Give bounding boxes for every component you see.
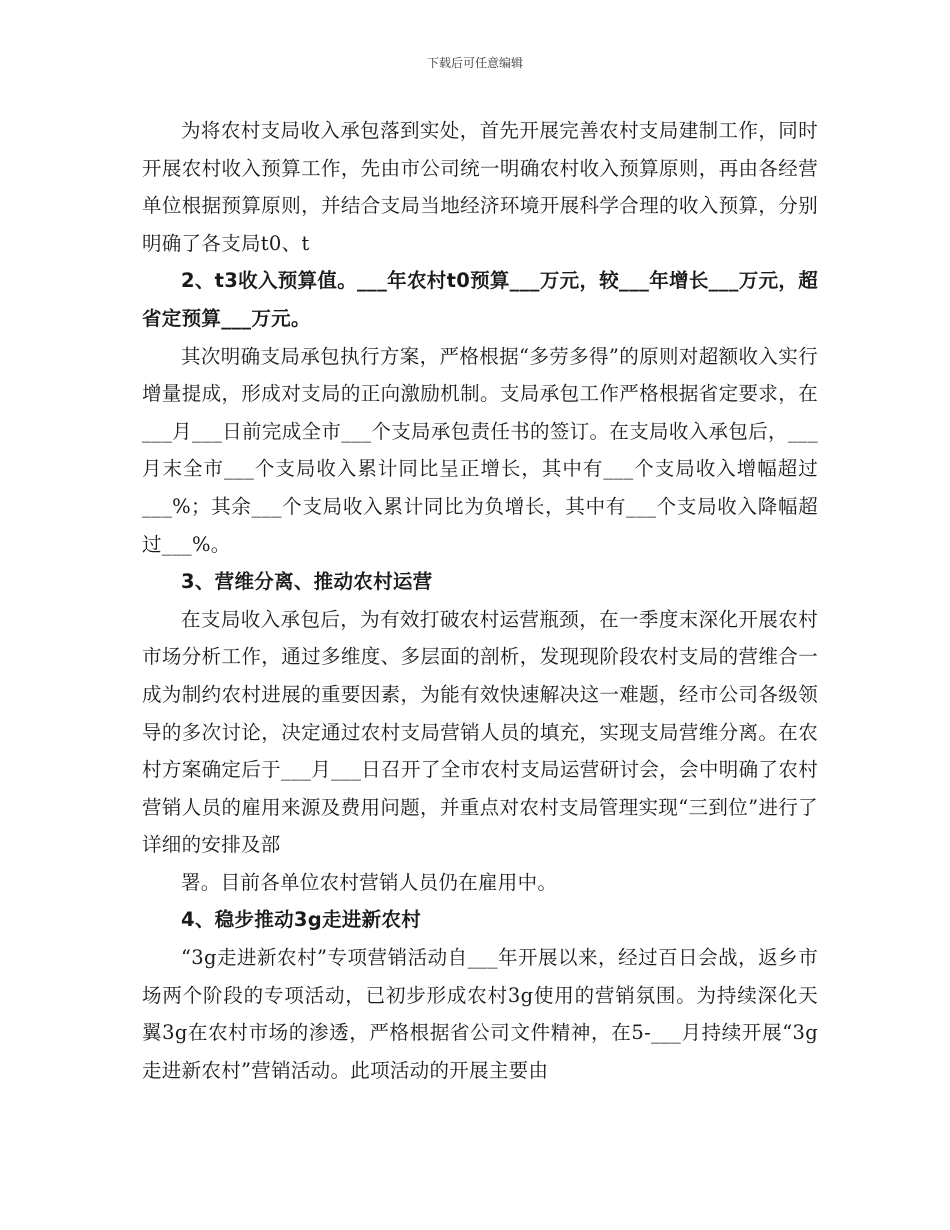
- page-header: 下载后可任意编辑: [426, 56, 523, 70]
- section-heading-3: 3、营维分离、推动农村运营: [181, 570, 433, 594]
- paragraph-operations: 在支局收入承包后，为有效打破农村运营瓶颈，在一季度末深化开展农村市场分析工作，通过多维度、多层面的剖析，发现现阶段农村支局的营维合一成为制约农村进展的重要因素，为能有效快速解决这一难题，经市公司各级领导的多次讨论，决定通过农村支局营销人员的填充，实现支局营维分离。在农村方案确定后于___月___日召开了全市农村支局运营研讨会，会中明确了农村营销人员的雇用来源及费用问题，并重点对农村支局管理实现“三到位”进行了详细的安排及部: [142, 607, 818, 857]
- document-body: [142, 112, 818, 1089]
- paragraph-budget-intro: 为将农村支局收入承包落到实处，首先开展完善农村支局建制工作，同时开展农村收入预算工作，先由市公司统一明确农村收入预算原则，再由各经营单位根据预算原则，并结合支局当地经济环境开展科学合理的收入预算，分别明确了各支局t0、t: [142, 119, 818, 255]
- paragraph-3g-campaign: “3g走进新农村”专项营销活动自___年开展以来，经过百日会战，返乡市场两个阶段的专项活动，已初步形成农村3g使用的营销氛围。为持续深化天翼3g在农村市场的渗透，严格根据省公司文件精神，在5-___月持续开展“3g走进新农村”营销活动。此项活动的开展主要由: [142, 946, 818, 1082]
- paragraph-hiring-status: 署。目前各单位农村营销人员仍在雇用中。: [181, 870, 558, 894]
- paragraph-budget-values: 2、t3收入预算值。___年农村t0预算___万元，较___年增长___万元，超省定预算___万元。: [142, 269, 818, 330]
- paragraph-contract-plan: 其次明确支局承包执行方案，严格根据“多劳多得”的原则对超额收入实行增量提成，形成对支局的正向激励机制。支局承包工作严格根据省定要求，在___月___日前完成全市___个支局承包责任书的签订。在支局收入承包后，___月末全市___个支局收入累计同比呈正增长，其中有___个支局收入增幅超过___%；其余___个支局收入累计同比为负增长，其中有___个支局收入降幅超过___%。: [142, 344, 818, 556]
- section-heading-4: 4、稳步推动3g走进新农村: [181, 908, 421, 932]
